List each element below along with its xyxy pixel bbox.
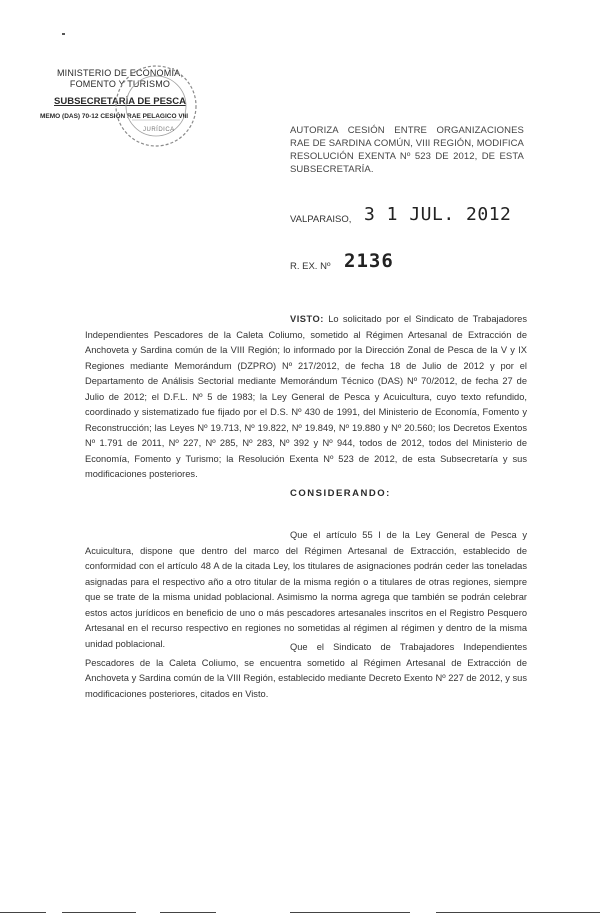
subsecretaria-name: SUBSECRETARÍA DE PESCA [54, 96, 186, 107]
considerando-p2-text: Que el Sindicato de Trabajadores Independientes Pescadores de la Caleta Coliumo, se encuentra sometido al Régimen Artesanal de Extracción de Anchoveta y Sardina común de la VIII Región, establecido mediante Decreto Exento Nº 227 de 2012, y sus modificaciones posteriores, citados en Visto. [85, 642, 527, 699]
place-label: VALPARAISO, [290, 214, 352, 225]
visto-lead: VISTO: [290, 314, 324, 324]
memo-reference: MEMO (DAS) 70-12 CESIÓN RAE PELAGICO VIII [40, 113, 189, 120]
considerando-paragraph-2 [85, 640, 527, 702]
date-stamp: 3 1 JUL. 2012 [364, 204, 512, 225]
seal-label: JURÍDICA [143, 127, 175, 133]
resolution-number: 2136 [344, 250, 394, 272]
footer-rule-2 [62, 912, 136, 913]
considerando-paragraph-1 [85, 528, 527, 652]
footer-rule-4 [290, 912, 410, 913]
footer-rule-3 [160, 912, 216, 913]
stamp-seal-icon [112, 62, 200, 150]
scan-speck [62, 33, 65, 35]
ministry-name-line1: MINISTERIO DE ECONOMÍA, [56, 68, 184, 78]
considerando-p1-text: Que el artículo 55 I de la Ley General de Pesca y Acuicultura, dispone que dentro del marco del Régimen Artesanal de Extracción, establecido de conformidad con el artículo 48 A de la citada Ley, los titulares de asignaciones podrán ceder las toneladas asignadas para el respectivo año a otro titular de la misma región o a titulares de otras regiones, siempre que se trate de la misma unidad poblacional. Asimismo la norma agrega que también se podrán celebrar estos actos jurídicos en beneficio de uno o más pescadores artesanales inscritos en el Registro Pesquero Artesanal en el recurso respectivo en regiones no sometidas al régimen al régimen y dentro de la misma unidad poblacional. [85, 530, 527, 649]
resolution-subject: AUTORIZA CESIÓN ENTRE ORGANIZACIONES RAE DE SARDINA COMÚN, VIII REGIÓN, MODIFICA RESOLUCIÓN EXENTA Nº 523 DE 2012, DE ESTA SUBSECRETARÍA. [290, 125, 524, 175]
footer-rule-left [0, 912, 46, 913]
visto-paragraph [85, 312, 527, 483]
ministry-name-line2: FOMENTO Y TURISMO [69, 79, 171, 89]
footer-rule-right [436, 912, 600, 913]
resolution-number-label: R. EX. Nº [290, 261, 331, 272]
considerando-heading: CONSIDERANDO: [290, 488, 391, 499]
visto-text: Lo solicitado por el Sindicato de Trabajadores Independientes Pescadores de la Caleta Coliumo, sometido al Régimen Artesanal de Extracción de Anchoveta y Sardina común de la VIII Región; lo informado por la Dirección Zonal de Pesca de la V y IX Regiones mediante Memorándum (DZPRO) Nº 217/2012, de fecha 18 de Julio de 2012 y por el Departamento de Análisis Sectorial mediante Memorándum Técnico (DAS) Nº 70/2012, de fecha 27 de Julio de 2012; el D.F.L. Nº 5 de 1983; la Ley General de Pesca y Acuicultura, cuyo texto refundido, coordinado y sistematizado fue fijado por el D.S. Nº 430 de 1991, del Ministerio de Economía, Fomento y Reconstrucción; las Leyes Nº 19.713, Nº 19.822, Nº 19.849, Nº 19.880 y Nº 20.560; los Decretos Exentos Nº 1.791 de 2011, Nº 227, Nº 285, Nº 283, Nº 392 y Nº 944, todos de 2012, todos del Ministerio de Economía, Fomento y Turismo; la Resolución Exenta Nº 523 de 2012, de esta Subsecretaría y sus modificaciones posteriores. [85, 314, 527, 479]
